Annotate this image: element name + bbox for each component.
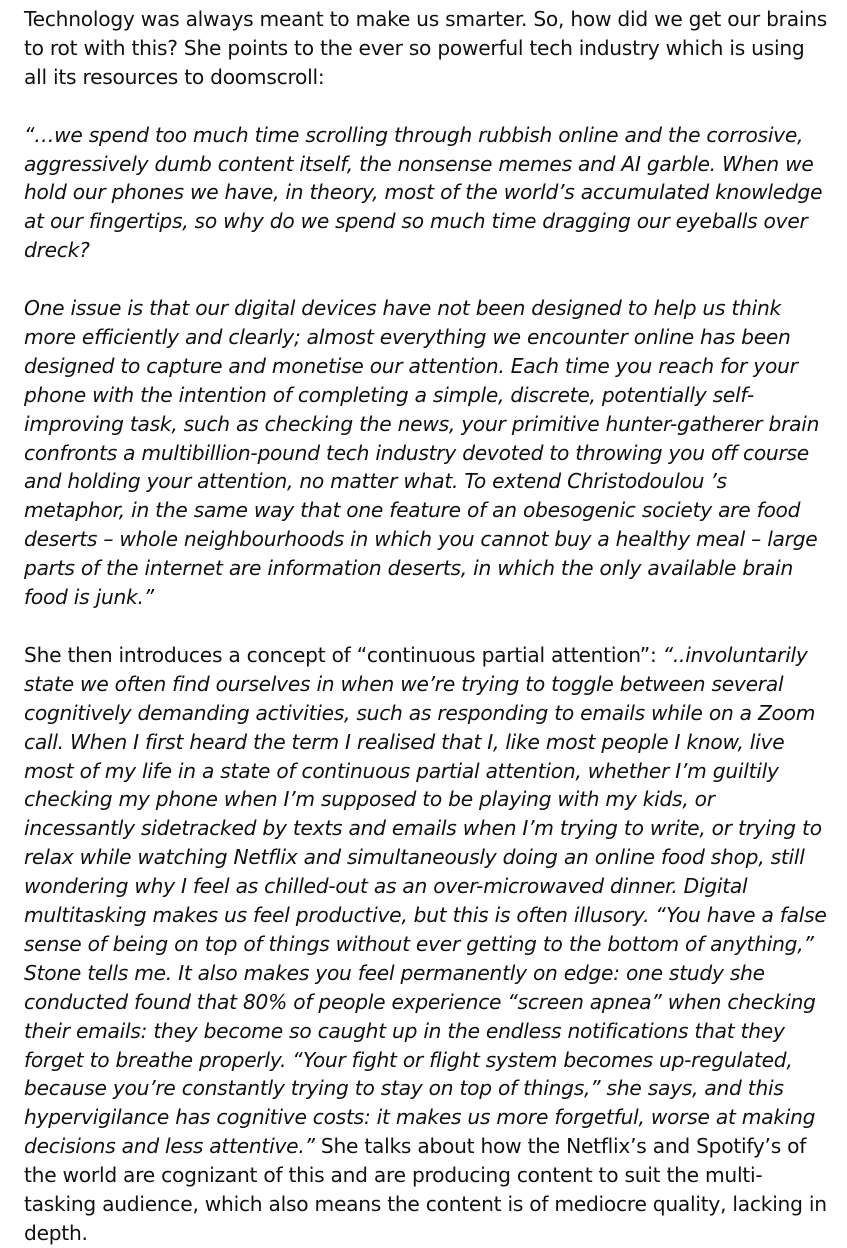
intro-paragraph: Technology was always meant to make us smarter. So, how did we get our brains to rot with this? She points to the ever so powerful tech industry which is using all its resources to doomscroll: [24,7,828,89]
quote-paragraph-2: One issue is that our digital devices have not been designed to help us think more efficiently and clearly; almost everything we encounter online has been designed to capture and monetise our attention. Each time you reach for your phone with the intention of completing a simple, discrete, potentially self-improving task, such as checking the news, your primitive hunter-gatherer brain confronts a multibillion-pound tech industry devoted to throwing you off course and holding your attention, no matter what. To extend Christodoulou ’s metaphor, in the same way that one feature of an obesogenic society are food deserts – whole neighbourhoods in which you cannot buy a healthy meal – large parts of the internet are information deserts, in which the only available brain food is junk.” [24,296,820,610]
paragraph-tail-text: She talks about how the Netflix’s and Spotify’s of the world are cognizant of this and are producing content to suit the multi-tasking audience, which also means the content is of mediocre quality, lacking in depth. [24,1134,827,1246]
article-body [24,5,829,1248]
stone-quote: “..involuntarily state we often find ourselves in when we’re trying to toggle between several cognitively demanding activities, such as responding to emails while on a Zoom call. When I first heard the term I realised that I, like most people I know, live most of my life in a state of continuous partial attention, whether I’m guiltily checking my phone when I’m supposed to be playing with my kids, or incessantly sidetracked by texts and emails when I’m trying to write, or trying to relax while watching Netflix and simultaneously doing an online food shop, still wondering why I feel as chilled-out as an over-microwaved dinner. Digital multitasking makes us feel productive, but this is often illusory. “You have a false sense of being on top of things without ever getting to the bottom of anything,” Stone tells me. It also makes you feel permanently on edge: one study she conducted found that 80% of people experience “screen apnea” when checking their emails: they become so caught up in the endless notifications that they forget to breathe properly. “Your fight or flight system becomes up-regulated, because you’re constantly trying to stay on top of things,” she says, and this hypervigilance has cognitive costs: it makes us more forgetful, worse at making decisions and less attentive.” [24,642,827,1159]
continuous-attention-paragraph [24,641,829,1248]
paragraph-lead-text: She then introduces a concept of “continuous partial attention”: [24,642,663,667]
quote-paragraph-1: “…we spend too much time scrolling through rubbish online and the corrosive, aggressively dumb content itself, the nonsense memes and AI garble. When we hold our phones we have, in theory, most of the world’s accumulated knowledge at our fingertips, so why do we spend so much time dragging our eyeballs over dreck? [24,122,823,263]
